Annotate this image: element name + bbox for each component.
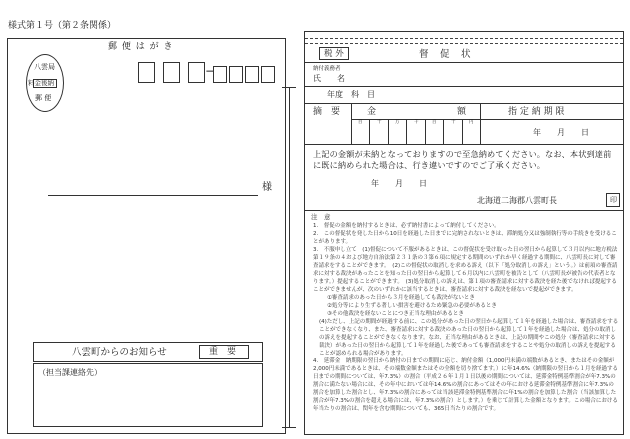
- zip-box-2[interactable]: [163, 62, 180, 83]
- demand-title: 督 促 状: [419, 49, 472, 60]
- outside-tax-label: 税 外: [319, 47, 349, 60]
- fold-line: [289, 87, 290, 427]
- sama-honorific: 様: [262, 182, 272, 193]
- notes-list: [313, 223, 619, 414]
- fiscal-year-label: 年度: [327, 90, 343, 99]
- zip-box-4[interactable]: [213, 66, 227, 83]
- summary-label: 摘 要: [313, 107, 341, 117]
- contact-label: （担当課連絡先）: [38, 368, 102, 377]
- postcard-panel: [7, 38, 286, 434]
- official-seal: 印: [606, 193, 620, 207]
- note-3-c: ③その他裁決を経ないことにつき正当な理由があるとき: [327, 310, 464, 317]
- due-date-value: 年 月 日: [533, 128, 589, 137]
- zip-box-7[interactable]: [261, 66, 275, 83]
- amount-label: 金: [367, 107, 377, 117]
- form-id: 様式第１号（第２条関係）: [8, 21, 117, 31]
- important-label: 重 要: [199, 345, 249, 359]
- name-label: 氏 名: [313, 74, 345, 83]
- zip-box-5[interactable]: [229, 66, 243, 83]
- demand-notice-panel: [304, 31, 624, 435]
- note-3: 3. 不服申し立て (1)督促について不服があるときは、この督促状を受け取った日の翌日から起算して３月以内に地方税法第１９条の４および地方自治法第２３１条の３第６項に規定する期間のいずれか早く経過する期間に、八雲町長に対して審査請求をすることができます。 (2)この督促状の取消しを求める訴え（以下「処分取消しの訴え」という。）は前項の審査請求に対する裁決があったことを知った日の翌日から起算して６月以内に八雲町を被告として（八雲町長が被告の代表者となります。）提起することができます。 (3)処分取消しの訴えは、第１項の審査請求に対する裁決を経た後でなければ提起することができませんが、次のいずれかに該当するときは、審査請求に対する裁決を経ないで提起ができます。: [313, 246, 618, 293]
- due-date-label: 指 定 納 期 限: [508, 107, 565, 117]
- addressee-line: [48, 195, 258, 196]
- zip-dash: −: [205, 64, 216, 78]
- issue-date: 年 月 日: [371, 179, 427, 188]
- payer-label: 納付義務者: [313, 66, 341, 72]
- postage-stamp-mark: [26, 54, 64, 112]
- note-1: 1. 督促の金額を納付するときは、必ず納付書によって納付してください。: [313, 223, 500, 229]
- zip-box-1[interactable]: [138, 62, 155, 83]
- amount-digit-cells[interactable]: 百 十 万 千 百 十 円: [351, 119, 480, 144]
- fold-mark-bottom: [282, 427, 296, 428]
- note-3-4: (4)ただし、上記の期間が経過する前に、この処分があった日の翌日から起算して１年を経過した場合は、審査請求をすることができなくなり、また、審査請求に対する裁決のあった日の翌日から起算して１年を経過した場合は、処分の取消しの訴えを提起することができなくなります。なお、正当な理由があるときは、上記の期間やこの処分（審査請求に対する裁決）があった日の翌日から起算して１年を経過した後であっても審査請求をすることや処分の取消しの訴えを提起することが認められる場合があります。: [319, 318, 619, 357]
- item-label: 科 目: [351, 90, 375, 99]
- zip-box-3[interactable]: [188, 62, 205, 83]
- amount-suffix: 額: [457, 107, 467, 117]
- stamp-line-2: 料金後納: [28, 79, 54, 87]
- stamp-line-3: 郵 便: [35, 94, 52, 102]
- issuer-name: 北海道二海郡八雲町長: [477, 196, 557, 205]
- contact-box: [33, 363, 263, 427]
- notice-message: 上記の金額が未納となっておりますので至急納めてください。なお、本状到達前に既に納められた場合は、行き違いですのでご了承ください。: [313, 149, 612, 171]
- notice-text: 八雲町からのお知らせ: [72, 347, 167, 358]
- notes-title: 注 意: [311, 213, 331, 221]
- postcard-title: 郵 便 は が き: [108, 42, 174, 52]
- note-3-b: ②処分等により生ずる著しい損害を避けるため緊急の必要があるとき: [327, 302, 497, 309]
- perforation-second: [305, 43, 623, 44]
- stamp-line-1: 八雲局: [34, 63, 55, 71]
- note-2: 2. この督促状を発した日から10日を経過した日までに完納されないときは、滞納処分又は強制執行等の手続きを受けることがあります。: [313, 230, 617, 245]
- zip-box-6[interactable]: [245, 66, 259, 83]
- notice-banner: [33, 342, 263, 362]
- note-4: 4. 延滞金 納期限の翌日から納付の日までの期間に応じ、納付金額（1,000円未満の端数があるとき、またはその金額が2,000円未満であるときは、その端数金額またはその全額を切り捨てます。）に年14.6%（納期限の翌日から１月を経過する日までの期間については、年7.3%）の割合（平成２６年１月１日以後の期間については、延滞金特例基準割合が年7.3%の割合に満たない場合には、その年中においては年14.6%の割合にあってはその年における延滞金特例基準割合に年7.3%の割合を加算した割合とし、年7.3%の割合にあっては当該延滞金特例基準割合に年1%の割合を加算した割合（当該加算した割合が年7.3%の割合を超える場合には、年7.3%の割合）とします。）を乗じて計算した金額となります。この場合における年当たりの割合は、閏年を含む期間についても、365日当たりの割合です。: [313, 358, 619, 413]
- note-3-a: ①審査請求のあった日から３月を経過しても裁決がないとき: [327, 294, 475, 301]
- perforation-top: [305, 38, 623, 39]
